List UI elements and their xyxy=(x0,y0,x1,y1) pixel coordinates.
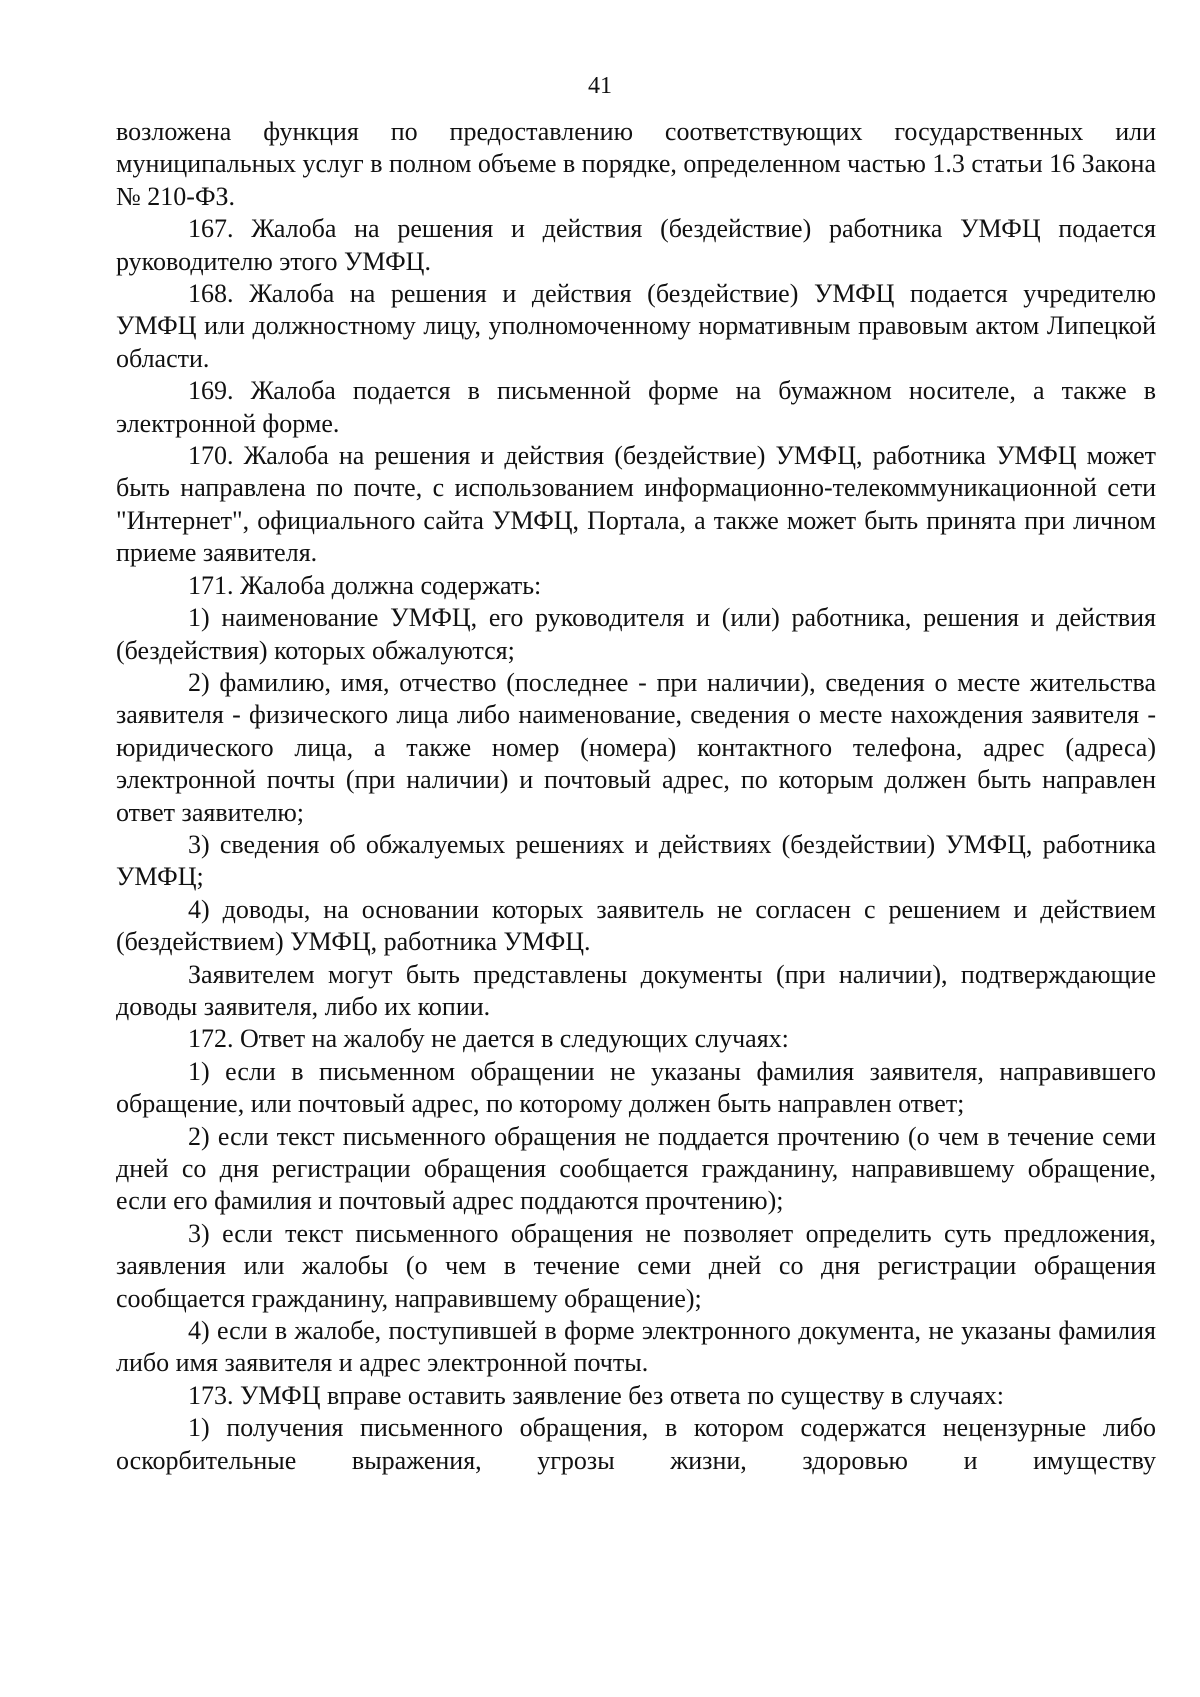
paragraph-171-note: Заявителем могут быть представлены документы (при наличии), подтверждающие доводы заявителя, либо их копии. xyxy=(116,959,1156,1021)
page-number: 41 xyxy=(588,73,612,99)
paragraph-172-item-4: 4) если в жалобе, поступившей в форме электронного документа, не указаны фамилия либо имя заявителя и адрес электронной почты. xyxy=(116,1316,1156,1378)
paragraph-170: 170. Жалоба на решения и действия (бездействие) УМФЦ, работника УМФЦ может быть направлена по почте, с использованием информационно-телекоммуникационной сети "Интернет", официального сайта УМФЦ, Портала, а также может быть принята при личном приеме заявителя. xyxy=(116,441,1156,568)
paragraph-167: 167. Жалоба на решения и действия (бездействие) работника УМФЦ подается руководителю этого УМФЦ. xyxy=(116,214,1156,276)
paragraph-168: 168. Жалоба на решения и действия (бездействие) УМФЦ подается учредителю УМФЦ или должностному лицу, уполномоченному нормативным правовым актом Липецкой области. xyxy=(116,279,1156,373)
paragraph-173-item-1: 1) получения письменного обращения, в котором содержатся нецензурные либо оскорбительные выражения, угрозы жизни, здоровью и имуществу xyxy=(116,1413,1156,1475)
paragraph-172-item-3: 3) если текст письменного обращения не позволяет определить суть предложения, заявления или жалобы (о чем в течение семи дней со дня регистрации обращения сообщается гражданину, направившему обращение); xyxy=(116,1218,1156,1313)
paragraph-169: 169. Жалоба подается в письменной форме на бумажном носителе, а также в электронной форме. xyxy=(116,376,1156,438)
paragraph-172-item-1: 1) если в письменном обращении не указаны фамилия заявителя, направившего обращение, или почтовый адрес, по которому должен быть направлен ответ; xyxy=(116,1056,1156,1119)
paragraph-171-item-2: 2) фамилию, имя, отчество (последнее - при наличии), сведения о месте жительства заявителя - физического лица либо наименование, сведения о месте нахождения заявителя - юридического лица, а также номер (номера) контактного телефона, адрес (адреса) электронной почты (при наличии) и почтовый адрес, по которым должен быть направлен ответ заявителю; xyxy=(116,667,1156,827)
paragraph-171-item-1: 1) наименование УМФЦ, его руководителя и (или) работника, решения и действия (бездействия) которых обжалуются; xyxy=(116,603,1156,665)
paragraph-171: 171. Жалоба должна содержать: xyxy=(188,570,542,600)
paragraph-172-item-2: 2) если текст письменного обращения не поддается прочтению (о чем в течение семи дней со дня регистрации обращения сообщается гражданину, направившему обращение, если его фамилия и почтовый адрес поддаются прочтению); xyxy=(116,1121,1156,1216)
paragraph-172: 172. Ответ на жалобу не дается в следующих случаях: xyxy=(188,1024,789,1054)
paragraph-171-item-3: 3) сведения об обжалуемых решениях и действиях (бездействии) УМФЦ, работника УМФЦ; xyxy=(116,829,1156,892)
paragraph: возложена функция по предоставлению соответствующих государственных или муниципальных услуг в полном объеме в порядке, определенном частью 1.3 статьи 16 Закона № 210-ФЗ. xyxy=(116,117,1156,211)
paragraph-173: 173. УМФЦ вправе оставить заявление без ответа по существу в случаях: xyxy=(188,1380,1004,1410)
document-body xyxy=(116,116,1156,1477)
paragraph-171-item-4: 4) доводы, на основании которых заявитель не согласен с решением и действием (бездействием) УМФЦ, работника УМФЦ. xyxy=(116,894,1156,957)
